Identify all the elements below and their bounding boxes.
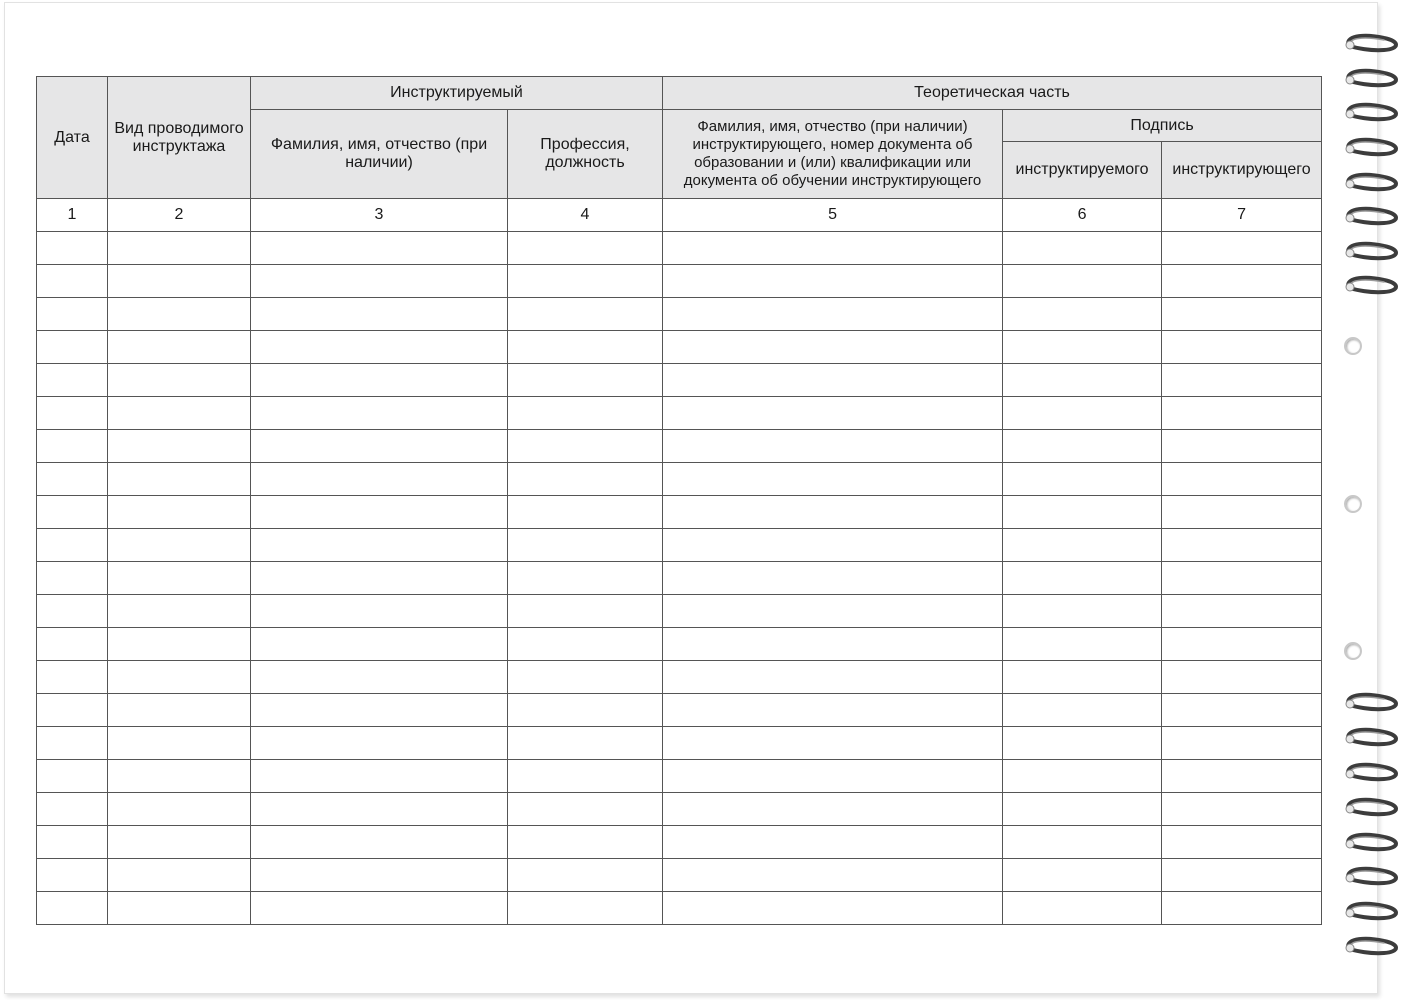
table-cell[interactable] — [508, 529, 663, 562]
table-cell[interactable] — [37, 232, 108, 265]
table-cell[interactable] — [1162, 364, 1322, 397]
table-cell[interactable] — [663, 892, 1003, 925]
table-cell[interactable] — [251, 859, 508, 892]
table-cell[interactable] — [508, 661, 663, 694]
table-cell[interactable] — [108, 661, 251, 694]
spiral-coil-icon — [1344, 865, 1402, 887]
table-cell[interactable] — [508, 232, 663, 265]
spiral-coil-icon — [1344, 935, 1402, 957]
table-cell[interactable] — [37, 562, 108, 595]
table-cell[interactable] — [251, 364, 508, 397]
table-cell[interactable] — [37, 595, 108, 628]
table-cell[interactable] — [251, 496, 508, 529]
table-cell[interactable] — [37, 397, 108, 430]
table-cell[interactable] — [1162, 397, 1322, 430]
table-cell[interactable] — [1162, 661, 1322, 694]
table-cell[interactable] — [1162, 694, 1322, 727]
spiral-coil-icon — [1344, 205, 1402, 227]
spiral-coil-icon — [1344, 691, 1402, 713]
table-cell[interactable] — [1003, 661, 1162, 694]
table-cell[interactable] — [37, 892, 108, 925]
table-cell[interactable] — [1162, 595, 1322, 628]
table-cell[interactable] — [663, 694, 1003, 727]
spiral-coil-icon — [1344, 67, 1402, 89]
table-cell[interactable] — [37, 760, 108, 793]
header-trainee-group: Инструктируемый — [251, 77, 663, 110]
header-signature-trainee: инструктируемого — [1003, 142, 1162, 199]
table-cell[interactable] — [251, 562, 508, 595]
table-row — [37, 562, 1322, 595]
table-cell[interactable] — [108, 496, 251, 529]
table-cell[interactable] — [1003, 364, 1162, 397]
table-cell[interactable] — [1003, 463, 1162, 496]
table-cell[interactable] — [251, 793, 508, 826]
table-cell[interactable] — [1162, 529, 1322, 562]
table-cell[interactable] — [251, 397, 508, 430]
table-cell[interactable] — [663, 364, 1003, 397]
table-cell[interactable] — [663, 727, 1003, 760]
table-cell[interactable] — [37, 364, 108, 397]
table-row — [37, 859, 1322, 892]
table-row — [37, 529, 1322, 562]
table-row — [37, 694, 1322, 727]
table-cell[interactable] — [1003, 529, 1162, 562]
table-cell[interactable] — [1003, 793, 1162, 826]
header-signature-instructor: инструктирующего — [1162, 142, 1322, 199]
table-row — [37, 892, 1322, 925]
column-number: 1 — [37, 199, 108, 232]
table-row — [37, 496, 1322, 529]
column-number-row — [37, 199, 1322, 232]
table-cell[interactable] — [108, 793, 251, 826]
spiral-coil-icon — [1344, 900, 1402, 922]
table-cell[interactable] — [1162, 496, 1322, 529]
table-cell[interactable] — [663, 661, 1003, 694]
table-cell[interactable] — [37, 529, 108, 562]
table-cell[interactable] — [108, 298, 251, 331]
table-cell[interactable] — [508, 430, 663, 463]
table-cell[interactable] — [1162, 265, 1322, 298]
table-cell[interactable] — [251, 430, 508, 463]
table-cell[interactable] — [1003, 628, 1162, 661]
table-cell[interactable] — [508, 298, 663, 331]
table-row — [37, 760, 1322, 793]
table-row — [37, 298, 1322, 331]
table-cell[interactable] — [251, 826, 508, 859]
table-cell[interactable] — [108, 628, 251, 661]
table-cell[interactable] — [251, 628, 508, 661]
table-cell[interactable] — [508, 760, 663, 793]
table-cell[interactable] — [508, 265, 663, 298]
table-cell[interactable] — [251, 298, 508, 331]
table-cell[interactable] — [1162, 859, 1322, 892]
table-cell[interactable] — [663, 595, 1003, 628]
header-date: Дата — [37, 77, 108, 199]
table-body — [37, 232, 1322, 925]
table-cell[interactable] — [663, 232, 1003, 265]
table-cell[interactable] — [663, 397, 1003, 430]
table-cell[interactable] — [508, 694, 663, 727]
table-cell[interactable] — [37, 430, 108, 463]
table-cell[interactable] — [1003, 298, 1162, 331]
table-cell[interactable] — [37, 661, 108, 694]
table-cell[interactable] — [108, 265, 251, 298]
table-cell[interactable] — [1003, 694, 1162, 727]
table-cell[interactable] — [663, 463, 1003, 496]
table-cell[interactable] — [1162, 892, 1322, 925]
table-cell[interactable] — [1162, 430, 1322, 463]
table-cell[interactable] — [251, 463, 508, 496]
table-cell[interactable] — [251, 331, 508, 364]
table-row — [37, 793, 1322, 826]
table-cell[interactable] — [108, 364, 251, 397]
table-cell[interactable] — [37, 826, 108, 859]
table-row — [37, 727, 1322, 760]
column-number: 4 — [508, 199, 663, 232]
table-cell[interactable] — [1162, 760, 1322, 793]
table-cell[interactable] — [663, 298, 1003, 331]
table-cell[interactable] — [251, 265, 508, 298]
table-row — [37, 661, 1322, 694]
punch-hole-icon — [1344, 642, 1362, 660]
table-cell[interactable] — [508, 364, 663, 397]
table-cell[interactable] — [108, 397, 251, 430]
table-cell[interactable] — [663, 430, 1003, 463]
table-cell[interactable] — [1162, 232, 1322, 265]
table-cell[interactable] — [663, 265, 1003, 298]
table-cell[interactable] — [663, 496, 1003, 529]
spiral-coil-icon — [1344, 136, 1402, 158]
table-cell[interactable] — [508, 793, 663, 826]
table-cell[interactable] — [663, 529, 1003, 562]
column-number: 6 — [1003, 199, 1162, 232]
table-cell[interactable] — [508, 463, 663, 496]
briefing-journal-table — [36, 76, 1322, 925]
table-cell[interactable] — [1003, 727, 1162, 760]
table-cell[interactable] — [508, 859, 663, 892]
table-cell[interactable] — [37, 265, 108, 298]
punch-hole-icon — [1344, 495, 1362, 513]
spiral-coil-icon — [1344, 761, 1402, 783]
spiral-coil-icon — [1344, 274, 1402, 296]
table-cell[interactable] — [1003, 892, 1162, 925]
table-cell[interactable] — [37, 496, 108, 529]
table-cell[interactable] — [1162, 562, 1322, 595]
header-theory-group: Теоретическая часть — [663, 77, 1322, 110]
table-cell[interactable] — [251, 760, 508, 793]
table-cell[interactable] — [108, 430, 251, 463]
table-cell[interactable] — [1162, 463, 1322, 496]
table-cell[interactable] — [1003, 430, 1162, 463]
table-cell[interactable] — [508, 595, 663, 628]
table-cell[interactable] — [663, 331, 1003, 364]
table-cell[interactable] — [37, 793, 108, 826]
header-instructor-info: Фамилия, имя, отчество (при наличии) инструктирующего, номер документа об образовании и (или) квалификации или документа об обучении инструктирующего — [663, 110, 1003, 199]
table-cell[interactable] — [1003, 265, 1162, 298]
table-cell[interactable] — [663, 859, 1003, 892]
header-signature-group: Подпись — [1003, 110, 1322, 142]
spiral-coil-icon — [1344, 796, 1402, 818]
table-cell[interactable] — [508, 397, 663, 430]
table-cell[interactable] — [37, 694, 108, 727]
table-cell[interactable] — [663, 826, 1003, 859]
table-cell[interactable] — [251, 727, 508, 760]
table-cell[interactable] — [663, 562, 1003, 595]
table-cell[interactable] — [1003, 496, 1162, 529]
table-cell[interactable] — [508, 628, 663, 661]
table-cell[interactable] — [251, 661, 508, 694]
table-row — [37, 397, 1322, 430]
table-cell[interactable] — [508, 496, 663, 529]
table-cell[interactable] — [1003, 859, 1162, 892]
table-cell[interactable] — [108, 562, 251, 595]
table-row — [37, 463, 1322, 496]
table-cell[interactable] — [508, 826, 663, 859]
spiral-coil-icon — [1344, 32, 1402, 54]
table-cell[interactable] — [1162, 826, 1322, 859]
table-cell[interactable] — [108, 232, 251, 265]
spiral-coil-icon — [1344, 101, 1402, 123]
table-cell[interactable] — [1003, 760, 1162, 793]
table-cell[interactable] — [251, 892, 508, 925]
table-cell[interactable] — [663, 628, 1003, 661]
table-cell[interactable] — [108, 859, 251, 892]
spiral-coil-icon — [1344, 240, 1402, 262]
spiral-coil-icon — [1344, 726, 1402, 748]
table-cell[interactable] — [508, 562, 663, 595]
table-cell[interactable] — [251, 694, 508, 727]
table-cell[interactable] — [1162, 793, 1322, 826]
table-cell[interactable] — [663, 793, 1003, 826]
table-cell[interactable] — [251, 529, 508, 562]
table-cell[interactable] — [108, 595, 251, 628]
table-row — [37, 826, 1322, 859]
table-cell[interactable] — [1003, 397, 1162, 430]
table-cell[interactable] — [1003, 232, 1162, 265]
table-row — [37, 331, 1322, 364]
table-cell[interactable] — [37, 628, 108, 661]
table-row — [37, 232, 1322, 265]
header-trainee-profession: Профессия, должность — [508, 110, 663, 199]
table-cell[interactable] — [108, 727, 251, 760]
table-cell[interactable] — [508, 892, 663, 925]
table-row — [37, 595, 1322, 628]
header-trainee-name: Фамилия, имя, отчество (при наличии) — [251, 110, 508, 199]
table-cell[interactable] — [108, 892, 251, 925]
spiral-coil-icon — [1344, 831, 1402, 853]
table-cell[interactable] — [1003, 562, 1162, 595]
table-cell[interactable] — [108, 826, 251, 859]
table-cell[interactable] — [1003, 595, 1162, 628]
table-cell[interactable] — [251, 232, 508, 265]
table-cell[interactable] — [508, 331, 663, 364]
column-number: 3 — [251, 199, 508, 232]
table-cell[interactable] — [37, 331, 108, 364]
table-cell[interactable] — [37, 298, 108, 331]
table-cell[interactable] — [108, 331, 251, 364]
table-cell[interactable] — [251, 595, 508, 628]
table-cell[interactable] — [1162, 628, 1322, 661]
table-cell[interactable] — [37, 727, 108, 760]
table-cell[interactable] — [1162, 727, 1322, 760]
table-row — [37, 628, 1322, 661]
table-row — [37, 430, 1322, 463]
table-cell[interactable] — [1003, 331, 1162, 364]
punch-hole-icon — [1344, 337, 1362, 355]
table-cell[interactable] — [1003, 826, 1162, 859]
table-cell[interactable] — [37, 859, 108, 892]
table-cell[interactable] — [108, 529, 251, 562]
table-cell[interactable] — [1162, 298, 1322, 331]
table-cell[interactable] — [663, 760, 1003, 793]
spiral-coil-icon — [1344, 171, 1402, 193]
table-cell[interactable] — [1162, 331, 1322, 364]
table-cell[interactable] — [108, 694, 251, 727]
column-number: 2 — [108, 199, 251, 232]
table-cell[interactable] — [108, 760, 251, 793]
table-cell[interactable] — [37, 463, 108, 496]
table-cell[interactable] — [508, 727, 663, 760]
header-briefing-type: Вид проводимого инструктажа — [108, 77, 251, 199]
column-number: 5 — [663, 199, 1003, 232]
table-cell[interactable] — [108, 463, 251, 496]
column-number: 7 — [1162, 199, 1322, 232]
table-row — [37, 265, 1322, 298]
table-row — [37, 364, 1322, 397]
